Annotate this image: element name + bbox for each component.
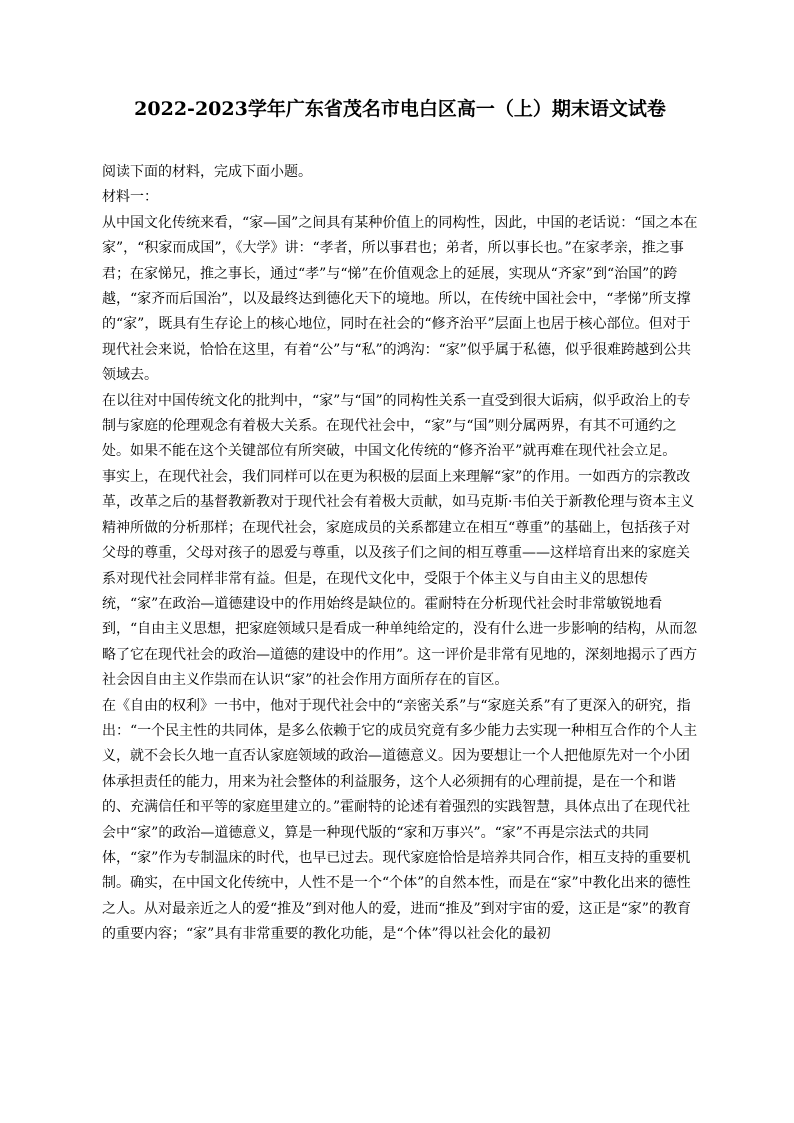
instruction-text: 阅读下面的材料，完成下面小题。 [102, 164, 312, 180]
paragraph-3: 事实上，在现代社会，我们同样可以在更为积极的层面上来理解“家”的作用。一如西方的宗教改革，改革之后的基督教新教对于现代社会有着极大贡献，如马克斯·韦伯关于新教伦理与资本主义精神所做的分析那样；在现代社会，家庭成员的关系都建立在相互“尊重”的基础上，包括孩子对父母的尊重，父母对孩子的恩爱与尊重，以及孩子们之间的相互尊重——这样培育出来的家庭关系对现代社会同样非常有益。但是，在现代文化中，受限于个体主义与自由主义的思想传统，“家”在政治—道德建设中的作用始终是缺位的。霍耐特在分析现代社会时非常敏锐地看到，“自由主义思想，把家庭领域只是看成一种单纯给定的，没有什么进一步影响的结构，从而忽略了它在现代社会的政治—道德的建设中的作用”。这一评价是非常有见地的，深刻地揭示了西方社会因自由主义作祟而在认识“家”的社会作用方面所存在的盲区。 [102, 468, 698, 689]
paragraph-4: 在《自由的权利》一书中，他对于现代社会中的“亲密关系”与“家庭关系”有了更深入的研究，指出：“一个民主性的共同体，是多么依赖于它的成员究竟有多少能力去实现一种相互合作的个人主义，就不会长久地一直否认家庭领域的政治—道德意义。因为要想让一个人把他原先对一个小团体承担责任的能力，用来为社会整体的利益服务，这个人必须拥有的心理前提，是在一个和谐的、充满信任和平等的家庭里建立的。”霍耐特的论述有着强烈的实践智慧，具体点出了在现代社会中“家”的政治—道德意义，算是一种现代版的“家和万事兴”。“家”不再是宗法式的共同体，“家”作为专制温床的时代，也早已过去。现代家庭恰恰是培养共同合作，相互支持的重要机制。确实，在中国文化传统中，人性不是一个“个体”的自然本性，而是在“家”中教化出来的德性之人。从对最亲近之人的爱“推及”到对他人的爱，进而“推及”到对宇宙的爱，这正是“家”的教育的重要内容；“家”具有非常重要的教化功能，是“个体”得以社会化的最初 [102, 697, 698, 943]
paragraph-1: 从中国文化传统来看，“家—国”之间具有某种价值上的同构性，因此，中国的老话说：“国之本在家”，“积家而成国”，《大学》讲：“孝者，所以事君也；弟者，所以事长也。”在家孝亲，推之事君；在家悌兄，推之事长，通过“孝”与“悌”在价值观念上的延展，实现从“齐家”到“治国”的跨越，“家齐而后国治”，以及最终达到德化天下的境地。所以，在传统中国社会中，“孝悌”所支撑的“家”，既具有生存论上的核心地位，同时在社会的“修齐治平”层面上也居于核心部位。但对于现代社会来说，恰恰在这里，有着“公”与“私”的鸿沟：“家”似乎属于私德，似乎很难跨越到公共领域去。 [102, 214, 698, 384]
paragraph-2: 在以往对中国传统文化的批判中，“家”与“国”的同构性关系一直受到很大诟病，似乎政治上的专制与家庭的伦理观念有着极大关系。在现代社会中，“家”与“国”则分属两界，有其不可通约之处。如果不能在这个关键部位有所突破，中国文化传统的“修齐治平”就再难在现代社会立足。 [102, 392, 691, 460]
document-title: 2022-2023学年广东省茂名市电白区高一（上）期末语文试卷 [134, 98, 666, 120]
material-label: 材料一： [102, 189, 158, 206]
document-body [102, 160, 698, 948]
